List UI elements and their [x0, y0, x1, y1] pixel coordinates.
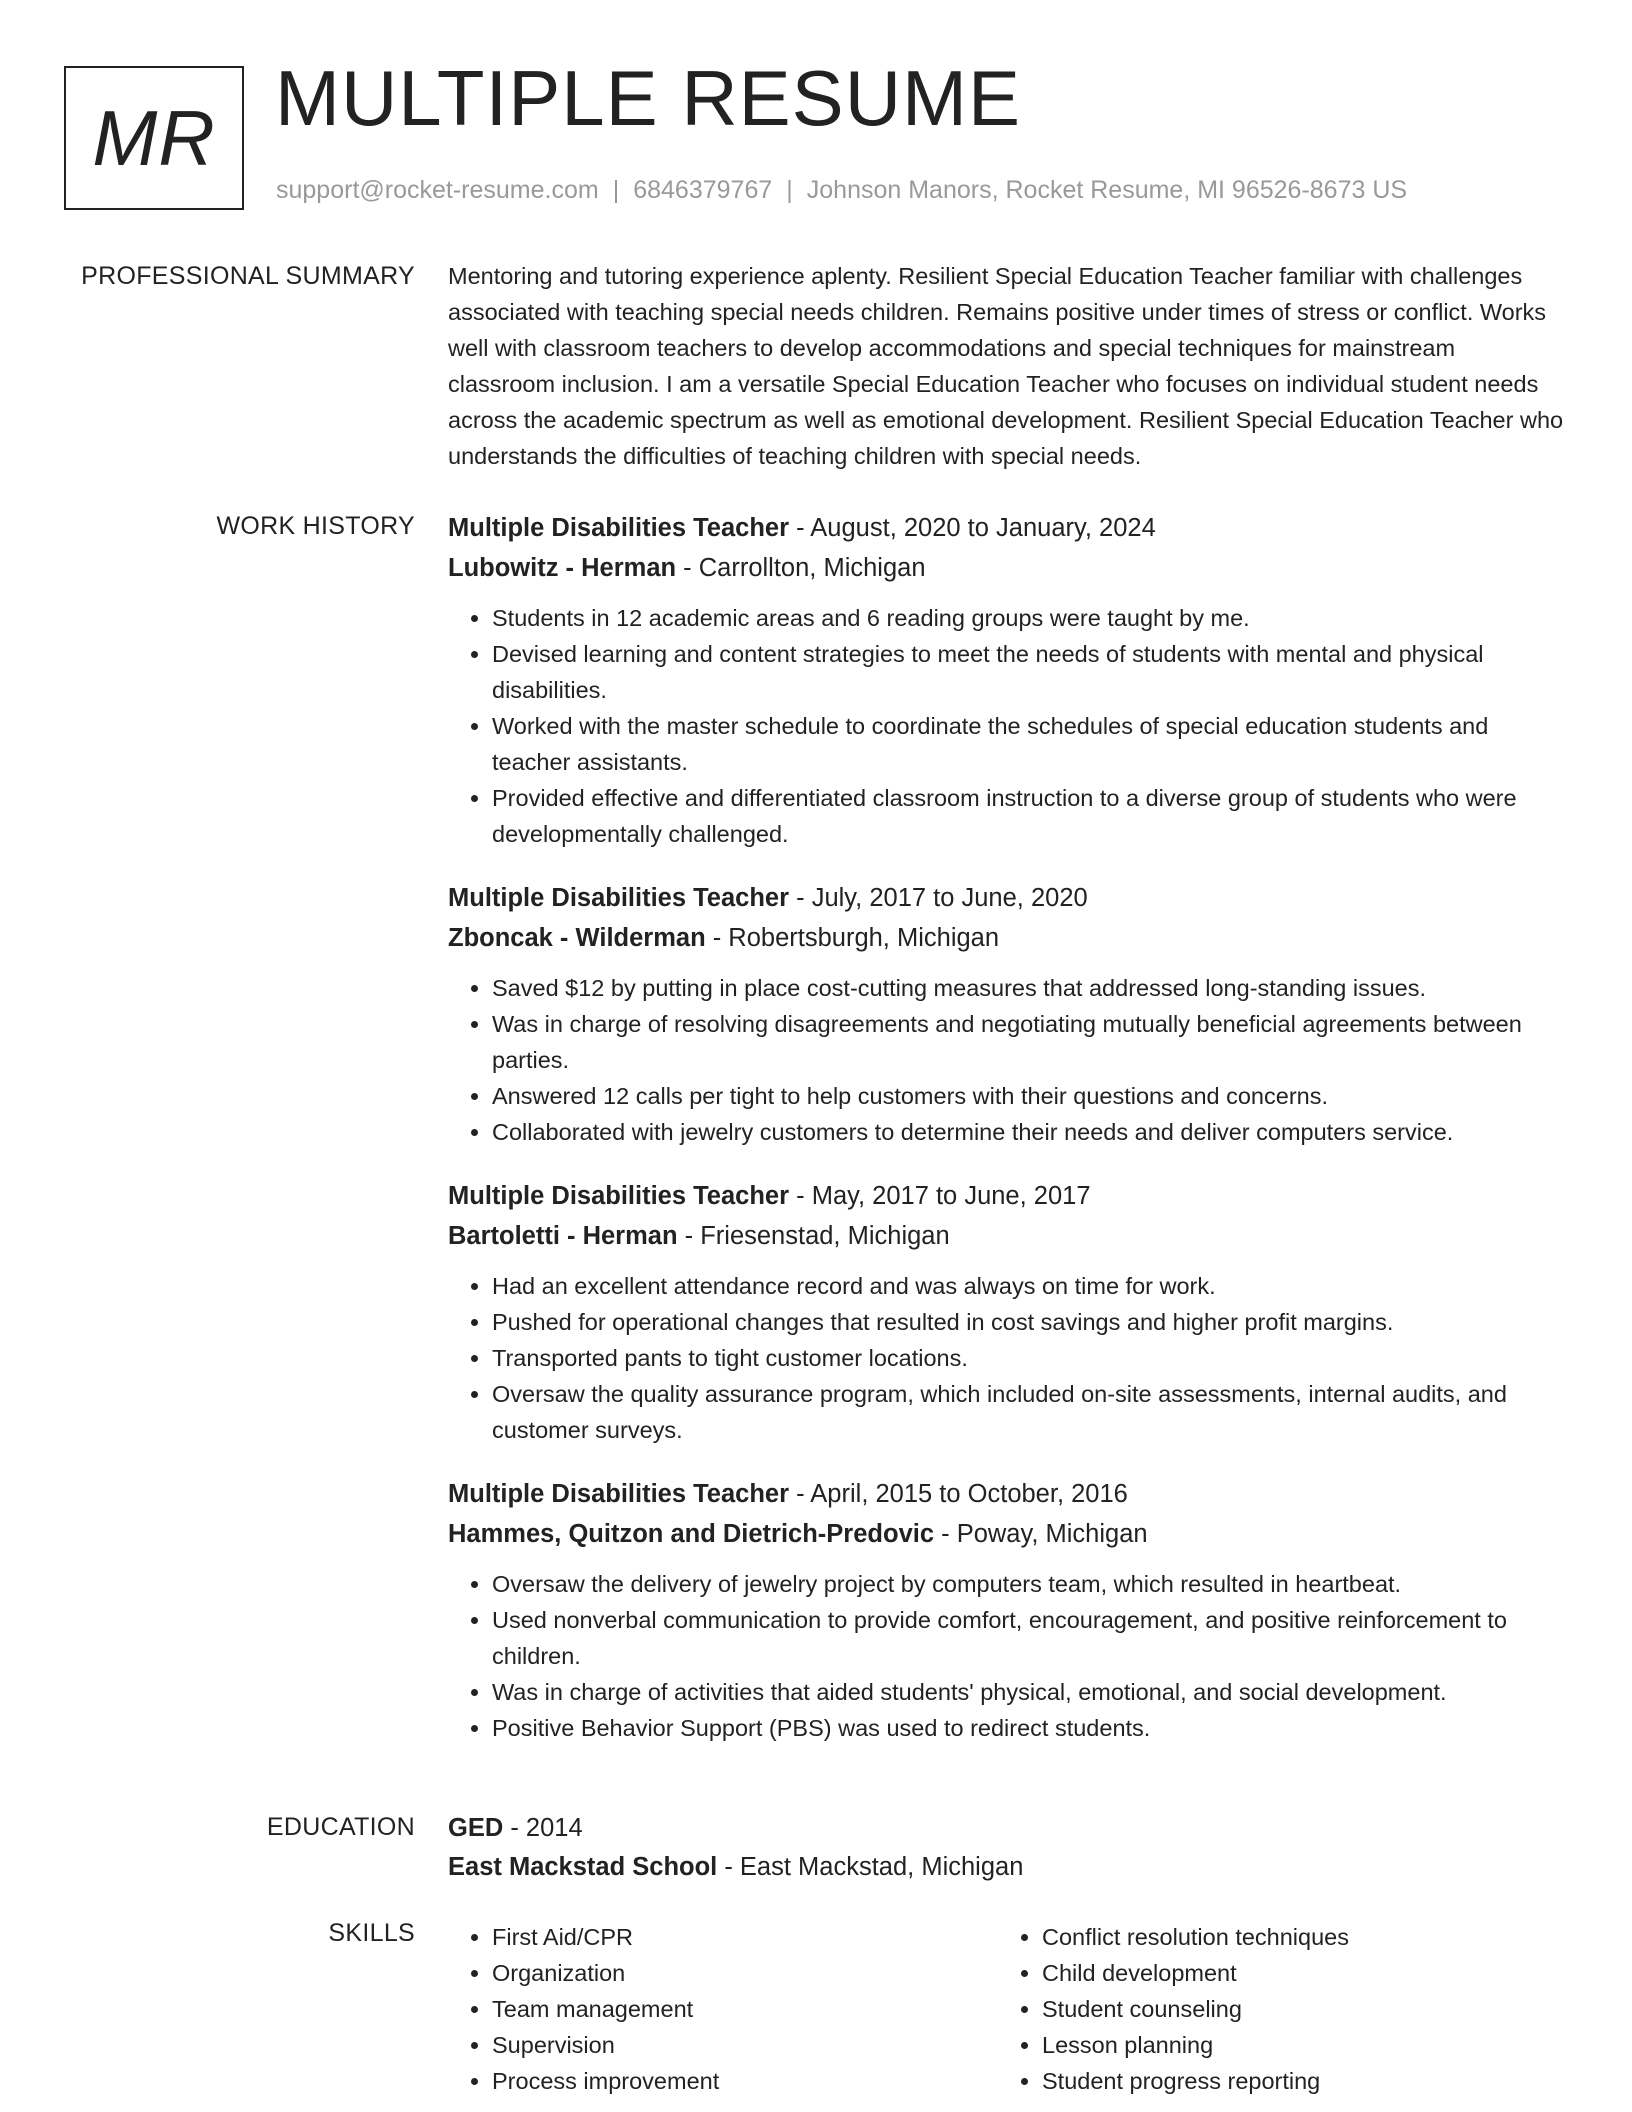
job-title-line	[448, 508, 1568, 548]
job-company: Zboncak - Wilderman	[448, 924, 706, 952]
job-bullet-item: • Oversaw the delivery of jewelry project by computers team, which resulted in heartbeat.	[492, 1566, 1568, 1602]
job-title-line	[448, 1474, 1568, 1514]
skill-item: • Conflict resolution techniques	[1042, 1919, 1548, 1955]
skill-item: • Lesson planning	[1042, 2027, 1548, 2063]
summary-text: Mentoring and tutoring experience aplenty. Resilient Special Education Teacher familiar with challenges associated with teaching special needs children. Remains positive under times of stress or conflict. Works well with classroom teachers to develop accommodations and special techniques for mainstream classroom inclusion. I am a versatile Special Education Teacher who focuses on individual student needs across the academic spectrum as well as emotional development. Resilient Special Education Teacher who understands the difficulties of teaching children with special needs.	[448, 263, 1564, 469]
job-bullets	[448, 600, 1568, 852]
monogram-text: MR	[92, 93, 216, 182]
job-title-line	[448, 1176, 1568, 1216]
job-title: Multiple Disabilities Teacher	[448, 1182, 790, 1210]
skills-columns	[448, 1919, 1568, 2099]
job-location: - Friesenstad, Michigan	[677, 1222, 950, 1250]
job-bullets	[448, 1566, 1568, 1746]
job-bullet-item: • Transported pants to tight customer locations.	[492, 1340, 1568, 1376]
section-label-skills: SKILLS	[328, 1919, 415, 1947]
job-bullet-item: • Was in charge of activities that aided students' physical, emotional, and social development.	[492, 1674, 1568, 1710]
skills-list-right	[998, 1919, 1548, 2099]
job-location: - Carrollton, Michigan	[676, 554, 926, 582]
job-title: Multiple Disabilities Teacher	[448, 1480, 790, 1508]
job-bullet-item: • Had an excellent attendance record and was always on time for work.	[492, 1268, 1568, 1304]
education-school: East Mackstad School	[448, 1853, 718, 1881]
contact-address: Johnson Manors, Rocket Resume, MI 96526-8673 US	[806, 176, 1408, 204]
job-company-line	[448, 1514, 1568, 1554]
job-dates: - April, 2015 to October, 2016	[789, 1480, 1128, 1508]
section-label-summary: PROFESSIONAL SUMMARY	[81, 262, 415, 290]
resume-name: MULTIPLE RESUME	[275, 54, 1022, 142]
skill-item: • Organization	[492, 1955, 998, 1991]
job-bullet-item: • Worked with the master schedule to coordinate the schedules of special education students and teacher assistants.	[492, 708, 1568, 780]
job-entry	[448, 1176, 1568, 1448]
job-dates: - August, 2020 to January, 2024	[789, 514, 1156, 542]
job-company-line	[448, 1216, 1568, 1256]
job-company: Bartoletti - Herman	[448, 1222, 678, 1250]
skills-list-left	[448, 1919, 998, 2099]
job-entry	[448, 1474, 1568, 1746]
skill-item: • Student counseling	[1042, 1991, 1548, 2027]
skills-body	[448, 1919, 1568, 2099]
job-bullets	[448, 1268, 1568, 1448]
job-bullet-item: • Used nonverbal communication to provide comfort, encouragement, and positive reinforcement to children.	[492, 1602, 1568, 1674]
contact-email[interactable]: support@rocket-resume.com	[276, 176, 599, 204]
job-title-line	[448, 878, 1568, 918]
job-bullet-item: • Provided effective and differentiated classroom instruction to a diverse group of students who were developmentally challenged.	[492, 780, 1568, 852]
job-company-line	[448, 548, 1568, 588]
job-bullet-item: • Oversaw the quality assurance program, which included on-site assessments, internal audits, and customer surveys.	[492, 1376, 1568, 1448]
section-label-work-history: WORK HISTORY	[216, 512, 415, 540]
job-title: Multiple Disabilities Teacher	[448, 884, 790, 912]
education-location: - East Mackstad, Michigan	[717, 1853, 1024, 1881]
education-degree-line	[448, 1809, 1568, 1848]
job-bullet-item: • Pushed for operational changes that resulted in cost savings and higher profit margins.	[492, 1304, 1568, 1340]
monogram-logo	[64, 66, 244, 210]
job-bullet-item: • Saved $12 by putting in place cost-cutting measures that addressed long-standing issues.	[492, 970, 1568, 1006]
skill-item: • Student progress reporting	[1042, 2063, 1548, 2099]
skill-item: • Team management	[492, 1991, 998, 2027]
skill-item: • Process improvement	[492, 2063, 998, 2099]
work-history-body	[448, 508, 1568, 1772]
education-body	[448, 1809, 1568, 1887]
job-company: Hammes, Quitzon and Dietrich-Predovic	[448, 1520, 935, 1548]
job-dates: - July, 2017 to June, 2020	[789, 884, 1088, 912]
job-bullets	[448, 970, 1568, 1150]
job-entry	[448, 878, 1568, 1150]
skill-item: • First Aid/CPR	[492, 1919, 998, 1955]
skill-item: • Supervision	[492, 2027, 998, 2063]
job-bullet-item: • Answered 12 calls per tight to help customers with their questions and concerns.	[492, 1078, 1568, 1114]
contact-phone[interactable]: 6846379767	[633, 176, 773, 204]
skill-item: • Child development	[1042, 1955, 1548, 1991]
job-bullet-item: • Students in 12 academic areas and 6 reading groups were taught by me.	[492, 600, 1568, 636]
education-school-line	[448, 1848, 1568, 1887]
contact-line	[276, 176, 1407, 205]
job-bullet-item: • Positive Behavior Support (PBS) was used to redirect students.	[492, 1710, 1568, 1746]
contact-separator: |	[786, 176, 793, 204]
contact-separator: |	[612, 176, 620, 204]
job-company: Lubowitz - Herman	[448, 554, 677, 582]
education-degree: GED	[448, 1814, 504, 1842]
job-bullet-item: • Devised learning and content strategies to meet the needs of students with mental and physical disabilities.	[492, 636, 1568, 708]
section-label-education: EDUCATION	[266, 1813, 415, 1841]
job-dates: - May, 2017 to June, 2017	[789, 1182, 1091, 1210]
summary-body	[448, 258, 1568, 474]
education-year: - 2014	[503, 1814, 583, 1842]
job-title: Multiple Disabilities Teacher	[448, 514, 790, 542]
job-location: - Poway, Michigan	[934, 1520, 1148, 1548]
job-bullet-item: • Was in charge of resolving disagreements and negotiating mutually beneficial agreements between parties.	[492, 1006, 1568, 1078]
job-location: - Robertsburgh, Michigan	[705, 924, 1000, 952]
job-entry	[448, 508, 1568, 852]
job-bullet-item: • Collaborated with jewelry customers to determine their needs and deliver computers service.	[492, 1114, 1568, 1150]
job-company-line	[448, 918, 1568, 958]
